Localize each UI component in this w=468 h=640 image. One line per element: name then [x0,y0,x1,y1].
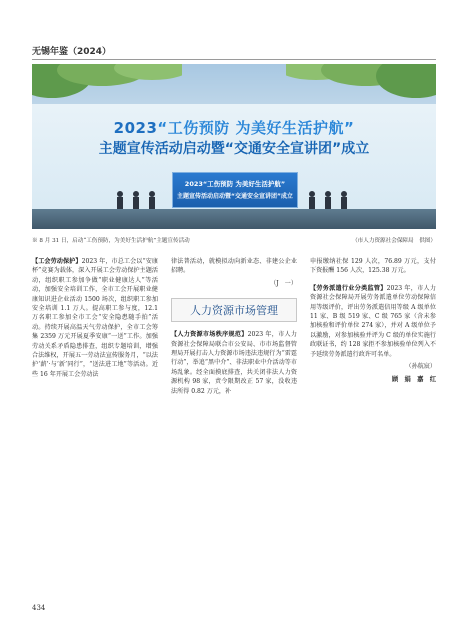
screen-text-line1: 2023“工伤预防 为美好生活护航” [184,180,286,188]
article-heading: 【劳务派遣行业分类监管】 [310,284,387,292]
text-column-3 [310,257,436,385]
text-column-2 [171,257,297,396]
text-column-1 [32,257,158,379]
article-heading: 【工会劳动保护】 [32,258,82,265]
author-signature: （J 一） [270,279,297,287]
banner-title-line1 [32,117,436,138]
photo-caption [32,236,436,244]
foliage-decoration-right [286,64,436,124]
banner-slogan: “工伤预防 为美好生活护航” [157,119,355,137]
caption-text: ※ 8 月 31 日，启动“工伤预防，为美好生活护航”主题宣传活动 [32,238,190,244]
section-heading-box [171,298,297,322]
banner-title-line2: 主题宣传活动启动暨“交通安全宣讲团”成立 [98,141,370,157]
page-number: 434 [32,604,46,612]
article-heading: 【人力资源市场秩序规范】 [171,331,248,339]
section-title: 人力资源市场管理 [190,303,278,317]
article-body: 2023 年，市人力资源社会保障局开展劳务派遣单位劳动保障信用等级评价，评出劳务派遣信用等级 A 级单位 11 家、B 级 519 家、C 级 765 家（含未参加核验和评价单位 274 家），并对 A 级单位予以激励，对参加核验并评为 C 级的单位实施行政联证书，约 128 家拒不参加核验单位列入不予延续劳务派遣行政许可名单。 [310,284,436,358]
author-signature: （孙航宸） [405,363,436,371]
screen-text-line2: 主题宣传活动启动暨“交通安全宣讲团”成立 [177,193,293,200]
event-photo [32,64,436,229]
foliage-decoration-left [32,64,182,124]
yearbook-header: 无锡年鉴（2024） [32,47,112,57]
article-labor-protection [32,257,158,379]
continued-paragraph: 律法普活动，就模拟动向新业态、非建公企业招聘。 [171,258,297,275]
banner-year: 2023 [113,119,158,137]
stage-floor [32,209,436,229]
photo-credit: （市人力资源社会保障局 供图） [352,238,436,244]
article-market-order [171,330,297,396]
article-dispatch-supervision [310,284,436,359]
header-divider [32,59,436,60]
article-body: 2023 年，市总工会以“安康杯”竞赛为载体，深入开展工会劳动保护主题活动，组织职工参加争做“职业健康达人”等活动，加强安全培训工作，全市工会开展职业健康知识进企业活动 1500 场次，组织职工参加安全培训 1.1 万人。提高职工参与度，12.1 万名职工参加全市工会“安全隐患随手拍”活动。持续开展高温天气劳动保护，全市工会筹集 2359 万元开展夏季安康“一送”工作。加强劳动关系矛盾隐患排查，组织专题培训，增强合法维权，开展五一劳动法宣传服务月，“以法护‘薪’·与‘新’同行”，“送法进工地”等活动。近些 16 年开展工会劳动法 [32,258,159,378]
editor-names: 顾 娟 嘉 红 [391,376,436,384]
continued-paragraph: 申报缴纳社保 129 人次，76.89 万元，支付下资报酬 156 人次，125.38 万元。 [310,258,436,275]
article-body: 2023 年，市人力资源社会保障局联合市公安局、市市场监督管理局开展打击人力资源市场违法违规行为“雷霆行动”，举追“黑中介”、非法职业中介活动等市场乱象。经全面摸底排查，共关闭非法人力资源机构 98 家，责令限期改正 57 家，没收违法所得 0.82 万元，补 [171,331,297,395]
